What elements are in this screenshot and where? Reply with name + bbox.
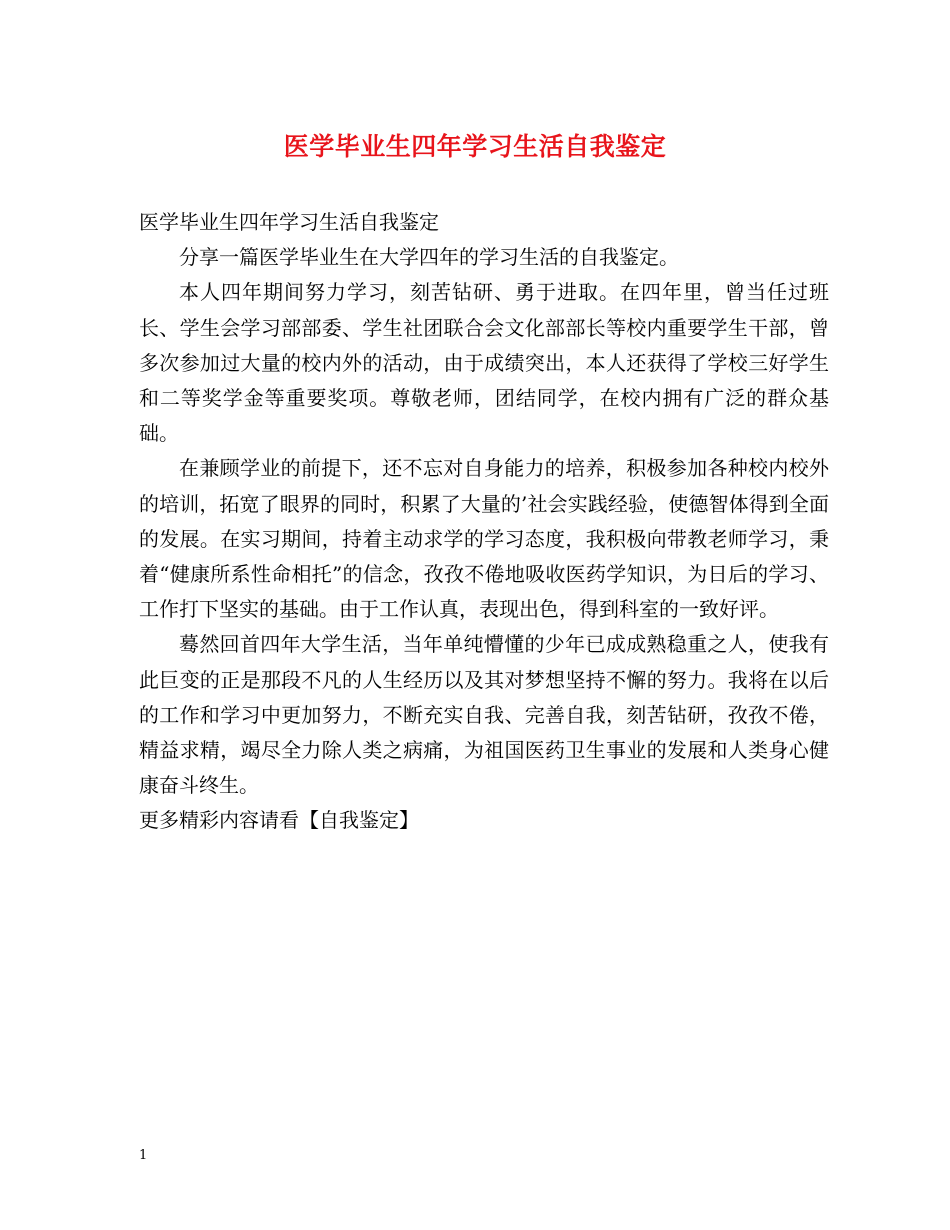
paragraph-conclusion: 蓦然回首四年大学生活，当年单纯懵懂的少年已成成熟稳重之人，使我有此巨变的正是那段不凡的人生经历以及其对梦想坚持不懈的努力。我将在以后的工作和学习中更加努力，不断充实自我、完善自我，刻苦钻研，孜孜不倦，精益求精，竭尽全力除人类之病痛，为祖国医药卫生事业的发展和人类身心健康奋斗终生。	[139, 632, 829, 798]
paragraph-practice: 在兼顾学业的前提下，还不忘对自身能力的培养，积极参加各种校内校外的培训，拓宽了眼界的同时，积累了大量的’社会实践经验，使德智体得到全面的发展。在实习期间，持着主动求学的学习态度，我积极向带教老师学习，秉着“健康所系性命相托”的信念，孜孜不倦地吸收医药学知识，为日后的学习、工作打下坚实的基础。由于工作认真，表现出色，得到科室的一致好评。	[139, 456, 829, 622]
document-title: 医学毕业生四年学习生活自我鉴定	[283, 132, 667, 161]
subtitle-line: 医学毕业生四年学习生活自我鉴定	[139, 210, 439, 234]
page-number: 1	[139, 1148, 148, 1163]
paragraph-study: 本人四年期间努力学习，刻苦钻研、勇于进取。在四年里，曾当任过班长、学生会学习部部委、学生社团联合会文化部部长等校内重要学生干部，曾多次参加过大量的校内外的活动，由于成绩突出，本人还获得了学校三好学生和二等奖学金等重要奖项。尊敬老师，团结同学，在校内拥有广泛的群众基础。	[139, 280, 829, 446]
document-body	[139, 205, 829, 839]
paragraph-intro: 分享一篇医学毕业生在大学四年的学习生活的自我鉴定。	[179, 245, 679, 270]
footer-link-line: 更多精彩内容请看【自我鉴定】	[139, 808, 419, 833]
